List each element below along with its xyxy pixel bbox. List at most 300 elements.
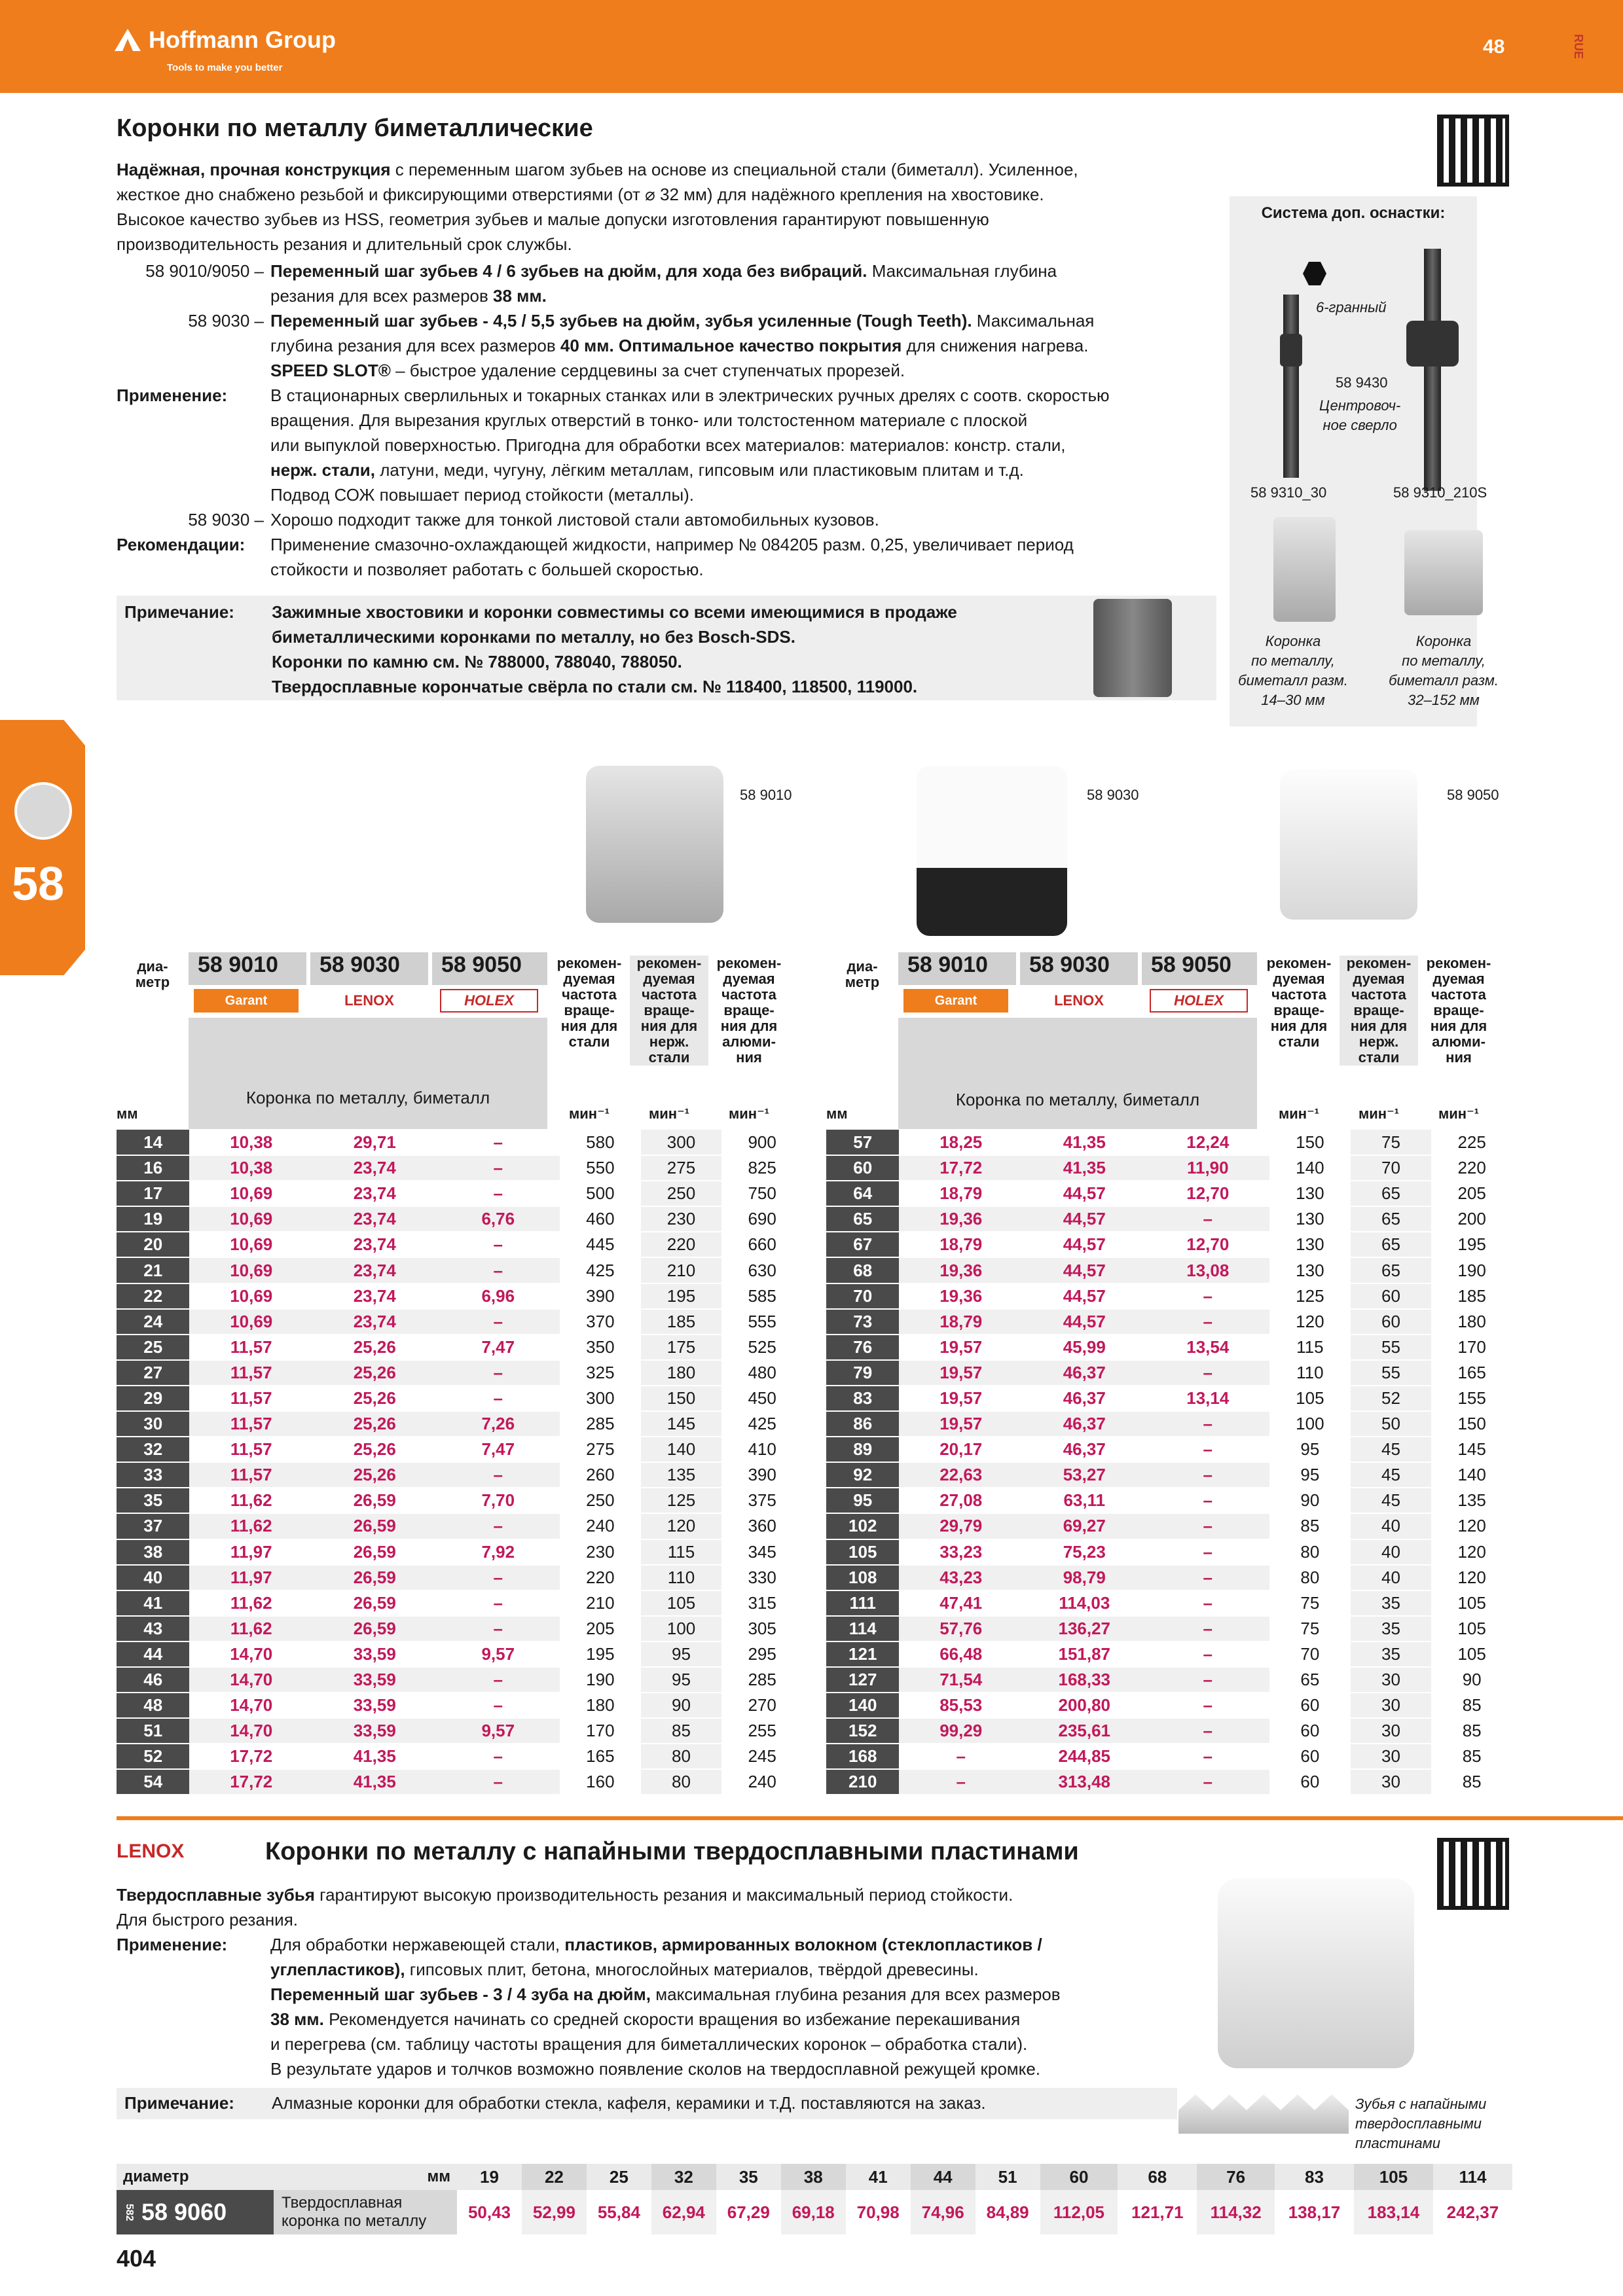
price-cell: 44,57 [1023,1181,1146,1206]
speed-cell: 170 [560,1718,641,1744]
diameter-cell: 54 [117,1769,189,1795]
price-cell: 41,35 [313,1769,437,1795]
table-row [117,1769,803,1795]
table-row [117,1206,803,1232]
table-row [826,1130,1512,1155]
diameter-cell: 24 [117,1309,189,1335]
price-cell: 23,74 [313,1206,437,1232]
price-cell: 242,37 [1433,2190,1512,2234]
price-cell: – [899,1744,1023,1769]
price-cell: – [1146,1744,1270,1769]
speed-cell: 195 [560,1641,641,1667]
price-cell: 17,72 [189,1769,313,1795]
speed-cell: 90 [1269,1488,1351,1513]
table-row [117,1283,803,1309]
diameter-cell: 79 [826,1360,899,1386]
price-cell: 63,11 [1023,1488,1146,1513]
price-cell: – [437,1130,560,1155]
price-cell: – [437,1513,560,1539]
speed-cell: 185 [1431,1283,1512,1309]
price-cell: 11,62 [189,1513,313,1539]
price-cell: 47,41 [899,1590,1023,1616]
price-cell: 12,24 [1146,1130,1270,1155]
size-cell: 38 [781,2164,846,2190]
price-cell: – [437,1360,560,1386]
feature-list: 58 9010/9050 – Переменный шаг зубьев 4 / 6 зубьев на дюйм, для хода без вибраций. Максимальная глубина резания для всех размеров 38 мм. 58 9030 – Переменный шаг зубьев - 4,5 / 5,5 зубьев на дюйм, зубья усиленные (Tough Teeth). Максимальная глубина резания для всех размеров 40 мм. Оптимальное качество покрытия для снижения нагрева. SPEED SLOT® – быстрое удаление сердцевины за счет ступенчатых прорезей. Применение: В стационарных сверлильных и токарных станках или в электрических ручных дрелях с соотв. скоростью вращения. Для вырезания круглых отверстий в тонко- или толстостенном материале с плоской или выпуклой поверхностью. Пригодна для обработки всех материалов: материалов: констр. стали, нерж. стали, латуни, меди, чугуну, лёгким металлам, гипсовым или пластиковым плитам и т.д. Подвод СОЖ повышает период стойкости (металлы). 58 9030 – Хорошо подходит также для тонкой листовой стали автомобильных кузовов. Рекомендации: Применение смазочно-охлаждающей жидкости, например № 084205 разм. 0,25, увеличивает период стойкости и позволяет работать с большей скоростью. [117,261,1110,579]
diameter-cell: 25 [117,1335,189,1360]
price-cell: 41,35 [1023,1130,1146,1155]
product-description: Коронка по металлу, биметалл [898,1018,1257,1129]
speed-cell: 52 [1351,1386,1432,1411]
speed-cell: 60 [1351,1309,1432,1335]
size-cell: 105 [1354,2164,1433,2190]
speed-cell: 85 [1431,1718,1512,1744]
price-cell: 67,29 [716,2190,781,2234]
price-cell: 53,27 [1023,1462,1146,1488]
garant-holesaw-image [586,766,723,923]
speed-cell: 120 [1431,1539,1512,1565]
speed-cell: 285 [560,1411,641,1437]
size-cell: 114 [1433,2164,1512,2190]
diameter-cell: 76 [826,1335,899,1360]
price-cell: 69,18 [781,2190,846,2234]
chapter-tab [0,720,85,975]
speed-cell: 130 [1269,1206,1351,1232]
speed-cell: 115 [641,1539,722,1565]
speed-cell: 165 [560,1744,641,1769]
diameter-cell: 38 [117,1539,189,1565]
price-cell: – [1146,1718,1270,1744]
diameter-cell: 108 [826,1565,899,1590]
qr-code-icon-2[interactable] [1437,1838,1509,1910]
speed-cell: 100 [1269,1411,1351,1437]
speed-cell: 100 [641,1616,722,1641]
speed-cell: 690 [721,1206,803,1232]
price-cell: – [437,1309,560,1335]
hex-label: 6-гранный [1316,299,1387,315]
price-cell: 6,96 [437,1283,560,1309]
diameter-cell: 44 [117,1641,189,1667]
speed-cell: 30 [1351,1744,1432,1769]
price-cell: 13,08 [1146,1257,1270,1283]
table-row [826,1257,1512,1283]
speed-cell: 285 [721,1667,803,1693]
price-cell: 10,38 [189,1155,313,1181]
speed-cell: 150 [641,1386,722,1411]
speed-cell: 900 [721,1130,803,1155]
section2-text: Твердосплавные зубья гарантируют высокую производительность резания и максимальный период стойкости. Для быстрого резания. Применение: Для обработки нержавеющей стали, пластиков, армированных волокном (стеклопластиков / углепластиков), гипсовых плит, бетона, многослойных материалов, твёрдой древесины. Переменный шаг зубьев - 3 / 4 зуба на дюйм, максимальная глубина резания для всех размеров 38 мм. Рекомендуется начинать со средней скорости вращения во избежание перекашивания и перегрева (см. таблицу частоты вращения для биметаллических коронок – обработка стали). В результате ударов и толчков возможно появление сколов на твердосплавной режущей кромке. [117,1885,1061,2079]
diameter-cell: 33 [117,1462,189,1488]
hoffmann-logo-icon [115,29,141,51]
speed-cell: 305 [721,1616,803,1641]
price-cell: 26,59 [313,1539,437,1565]
diameter-cell: 43 [117,1616,189,1641]
size-cell: 22 [522,2164,587,2190]
table-row [117,1309,803,1335]
price-cell: – [1146,1283,1270,1309]
price-cell: 11,57 [189,1462,313,1488]
table-row [117,1744,803,1769]
table-row [117,1513,803,1539]
price-cell: 23,74 [313,1283,437,1309]
diameter-cell: 16 [117,1155,189,1181]
price-cell: 11,57 [189,1411,313,1437]
speed-cell: 40 [1351,1539,1432,1565]
speed-cell: 480 [721,1360,803,1386]
price-cell: 33,59 [313,1718,437,1744]
price-cell: 13,54 [1146,1335,1270,1360]
price-cell: 27,08 [899,1488,1023,1513]
speed-cell: 65 [1351,1206,1432,1232]
table-row [826,1590,1512,1616]
price-cell: 10,38 [189,1130,313,1155]
price-cell: 62,94 [651,2190,716,2234]
speed-cell: 60 [1269,1744,1351,1769]
speed-cell: 225 [1431,1130,1512,1155]
speed-cell: 130 [1269,1181,1351,1206]
speed-cell: 30 [1351,1769,1432,1795]
speed-cell: 275 [560,1437,641,1462]
speed-cell: 60 [1351,1283,1432,1309]
diameter-cell: 95 [826,1488,899,1513]
speed-cell: 85 [1269,1513,1351,1539]
price-cell: 9,57 [437,1718,560,1744]
price-cell: 99,29 [899,1718,1023,1744]
price-cell: – [1146,1437,1270,1462]
price-cell: 29,79 [899,1513,1023,1539]
diameter-cell: 64 [826,1181,899,1206]
diameter-cell: 70 [826,1283,899,1309]
price-cell: – [437,1232,560,1257]
price-cell: 70,98 [846,2190,911,2234]
product-code-2: 58 9030 [1087,787,1139,803]
table-row [826,1335,1512,1360]
price-cell: 44,57 [1023,1257,1146,1283]
diameter-cell: 46 [117,1667,189,1693]
speed-cell: 55 [1351,1360,1432,1386]
speed-cell: 445 [560,1232,641,1257]
unit-rpm-5: мин⁻¹ [1358,1105,1400,1122]
speed-cell: 240 [721,1769,803,1795]
unit-rpm-2: мин⁻¹ [648,1105,690,1122]
accessory-title: Система доп. оснастки: [1261,204,1446,222]
speed-cell: 170 [1431,1335,1512,1360]
speed-cell: 390 [721,1462,803,1488]
speed-cell: 630 [721,1257,803,1283]
size-cell: 68 [1118,2164,1197,2190]
table-row [117,1693,803,1718]
speed-cell: 105 [1431,1641,1512,1667]
speed-cell: 270 [721,1693,803,1718]
page-number: 404 [117,2245,156,2272]
speed-cell: 180 [641,1360,722,1386]
arbor-small-image [1283,295,1299,478]
price-cell: 10,69 [189,1232,313,1257]
price-cell: 19,36 [899,1257,1023,1283]
speed-cell: 220 [641,1232,722,1257]
speed-cell: 50 [1351,1411,1432,1437]
price-cell: – [437,1462,560,1488]
speed-cell: 95 [1269,1462,1351,1488]
speed-cell: 30 [1351,1693,1432,1718]
diameter-cell: 210 [826,1769,899,1795]
price-cell: 50,43 [457,2190,522,2234]
price-cell: 57,76 [899,1616,1023,1641]
table-row [826,1539,1512,1565]
speed-cell: 585 [721,1283,803,1309]
garant-logo: Garant [194,989,299,1013]
speed-cell: 295 [721,1641,803,1667]
speed-cell: 580 [560,1130,641,1155]
price-cell: 11,57 [189,1335,313,1360]
speed-cell: 60 [1269,1718,1351,1744]
speed-cell: 220 [560,1565,641,1590]
price-cell: – [437,1667,560,1693]
speed-cell: 40 [1351,1565,1432,1590]
table-row [117,1539,803,1565]
speed-cell: 105 [1431,1590,1512,1616]
table-row [826,1693,1512,1718]
table-row [826,1411,1512,1437]
speed-cell: 75 [1269,1590,1351,1616]
speed-cell: 65 [1351,1257,1432,1283]
speed-cell: 110 [641,1565,722,1590]
speed-cell: 425 [721,1411,803,1437]
speed-cell: 275 [641,1155,722,1181]
speed-cell: 200 [1431,1206,1512,1232]
speed-cell: 75 [1269,1616,1351,1641]
speed-cell: 370 [560,1309,641,1335]
price-cell: – [1146,1462,1270,1488]
price-cell: 74,96 [911,2190,976,2234]
price-cell: 7,92 [437,1539,560,1565]
price-cell: 11,97 [189,1565,313,1590]
price-cell: 19,57 [899,1360,1023,1386]
speed-cell: 90 [1431,1667,1512,1693]
price-cell: 114,03 [1023,1590,1146,1616]
speed-cell: 150 [1431,1411,1512,1437]
speed-cell: 45 [1351,1437,1432,1462]
speed-cell: 150 [1269,1130,1351,1155]
chapter-number: 58 [12,858,65,910]
speed-cell: 60 [1269,1693,1351,1718]
price-cell: – [1146,1411,1270,1437]
brand-logo [115,26,336,54]
speed-cell: 190 [1431,1257,1512,1283]
price-cell: 7,70 [437,1488,560,1513]
diameter-cell: 29 [117,1386,189,1411]
speed-cell: 360 [721,1513,803,1539]
diameter-cell: 86 [826,1411,899,1437]
speed-cell: 40 [1351,1513,1432,1539]
arbor-large-collar [1406,321,1459,367]
size-cell: 51 [976,2164,1040,2190]
speed-cell: 550 [560,1155,641,1181]
speed-cell: 410 [721,1437,803,1462]
speed-cell: 220 [1431,1155,1512,1181]
lenox-holesaw-image [917,766,1067,936]
speed-cell: 70 [1269,1641,1351,1667]
lenox-logo: LENOX [344,992,394,1009]
diameter-cell: 89 [826,1437,899,1462]
speed-cell: 105 [1431,1616,1512,1641]
price-cell: – [899,1769,1023,1795]
speed-cell: 95 [641,1667,722,1693]
unit-mm-right: мм [826,1105,848,1122]
price-cell: – [437,1257,560,1283]
unit-label: мм [427,2168,450,2185]
speed-cell: 525 [721,1335,803,1360]
table-row [117,1641,803,1667]
speed-cell: 425 [560,1257,641,1283]
price-cell: 44,57 [1023,1309,1146,1335]
price-cell: 25,26 [313,1360,437,1386]
speed-cell: 345 [721,1539,803,1565]
diameter-label: диаметр [123,2168,189,2185]
price-cell: 85,53 [899,1693,1023,1718]
size-cell: 76 [1197,2164,1275,2190]
table-row [826,1437,1512,1462]
speed-cell: 125 [641,1488,722,1513]
price-cell: 66,48 [899,1641,1023,1667]
price-cell: – [1146,1539,1270,1565]
table-row [826,1744,1512,1769]
diameter-cell: 73 [826,1309,899,1335]
size-cell: 60 [1040,2164,1118,2190]
price-cell: 26,59 [313,1488,437,1513]
speed-cell: 125 [1269,1283,1351,1309]
speed-cell: 255 [721,1718,803,1744]
table-row [826,1565,1512,1590]
diameter-cell: 121 [826,1641,899,1667]
price-cell: – [437,1155,560,1181]
price-cell: 41,35 [313,1744,437,1769]
large-holesaw-image [1404,530,1483,615]
price-cell: 11,90 [1146,1155,1270,1181]
arbor-code-a: 58 9310_30 [1250,484,1327,501]
price-cell: 18,25 [899,1130,1023,1155]
price-cell: 7,47 [437,1335,560,1360]
unit-rpm-1: мин⁻¹ [568,1105,610,1122]
price-cell: – [437,1769,560,1795]
speed-cell: 105 [1269,1386,1351,1411]
price-cell: 200,80 [1023,1693,1146,1718]
speed-cell: 45 [1351,1462,1432,1488]
table-row [117,1335,803,1360]
price-cell: – [437,1386,560,1411]
diameter-cell: 114 [826,1616,899,1641]
speed-cell: 230 [560,1539,641,1565]
speed-cell: 140 [641,1437,722,1462]
lenox-logo: LENOX [1054,992,1104,1009]
price-cell: 168,33 [1023,1667,1146,1693]
holex-logo: HOLEX [440,989,538,1013]
speed-cell: 95 [641,1641,722,1667]
hole-saw-chapter-icon [14,782,72,840]
speed-cell: 105 [641,1590,722,1616]
diameter-cell: 48 [117,1693,189,1718]
speed-cell: 160 [560,1769,641,1795]
table-header-right: диа- метр 58 9010 58 9030 58 9050 Garant LENOX HOLEX Коронка по металлу, биметалл рекомен- дуемая частота враще- ния для стали рекомен- дуемая частота враще- ния для нерж. стали рекомен- дуемая частота враще- ния для алюми- ния [826,952,1512,1129]
speed-cell: 260 [560,1462,641,1488]
price-cell: 43,23 [899,1565,1023,1590]
price-cell: 12,70 [1146,1232,1270,1257]
price-cell: – [1146,1769,1270,1795]
table-row [826,1206,1512,1232]
speed-cell: 60 [1269,1769,1351,1795]
price-cell: 98,79 [1023,1565,1146,1590]
price-cell: 138,17 [1275,2190,1354,2234]
carbide-product-code: 58 9060 [141,2198,227,2225]
speed-cell: 85 [1431,1769,1512,1795]
price-cell: 11,57 [189,1386,313,1411]
product-description: Коронка по металлу, биметалл [189,1018,547,1129]
speed-cell: 95 [1269,1437,1351,1462]
speed-cell: 500 [560,1181,641,1206]
price-cell: – [437,1590,560,1616]
diameter-cell: 52 [117,1744,189,1769]
price-cell: 23,74 [313,1181,437,1206]
size-cell: 35 [716,2164,781,2190]
speed-cell: 185 [641,1309,722,1335]
table-row [826,1309,1512,1335]
price-cell: – [437,1693,560,1718]
section-divider [117,1816,1623,1820]
table-row [826,1283,1512,1309]
price-cell: – [1146,1590,1270,1616]
qr-code-icon[interactable] [1437,115,1509,187]
garant-logo: Garant [903,989,1008,1013]
price-cell: 26,59 [313,1513,437,1539]
diameter-cell: 65 [826,1206,899,1232]
teeth-caption: Зубья с напайными твердосплавными пластинами [1355,2096,1487,2151]
price-cell: 6,76 [437,1206,560,1232]
speed-cell: 205 [1431,1181,1512,1206]
speed-cell: 140 [1269,1155,1351,1181]
price-cell: 33,59 [313,1693,437,1718]
speed-cell: 205 [560,1616,641,1641]
table-row [117,1411,803,1437]
speed-cell: 250 [560,1488,641,1513]
table-row [117,1257,803,1283]
size-cell: 41 [846,2164,911,2190]
unit-mm-left: мм [117,1105,138,1122]
speed-cell: 65 [1351,1181,1432,1206]
diameter-cell: 168 [826,1744,899,1769]
speed-cell: 190 [560,1667,641,1693]
price-cell: – [1146,1693,1270,1718]
speed-cell: 85 [1431,1693,1512,1718]
price-cell: 11,57 [189,1360,313,1386]
speed-cell: 35 [1351,1641,1432,1667]
unit-rpm-4: мин⁻¹ [1278,1105,1320,1122]
price-cell: 25,26 [313,1462,437,1488]
price-cell: – [437,1744,560,1769]
price-cell: 46,37 [1023,1411,1146,1437]
price-cell: 69,27 [1023,1513,1146,1539]
speed-cell: 175 [641,1335,722,1360]
diameter-cell: 102 [826,1513,899,1539]
speed-cell: 135 [1431,1488,1512,1513]
speed-cell: 85 [641,1718,722,1744]
price-cell: 235,61 [1023,1718,1146,1744]
size-cell: 25 [587,2164,651,2190]
table-row [117,1130,803,1155]
table-row [826,1360,1512,1386]
price-cell: 41,35 [1023,1155,1146,1181]
table-row [826,1232,1512,1257]
diameter-cell: 30 [117,1411,189,1437]
